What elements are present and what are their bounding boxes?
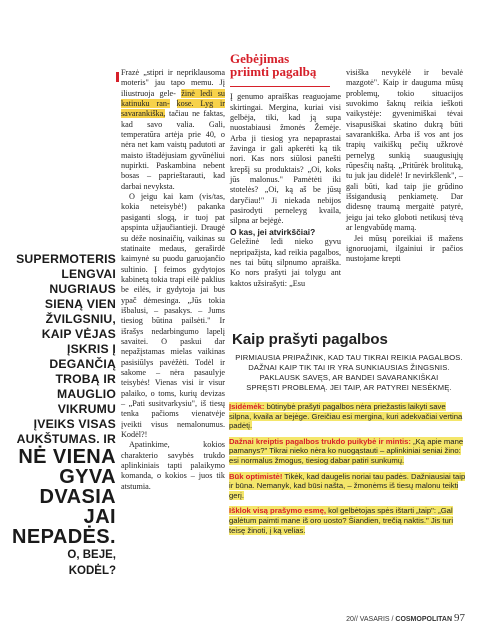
pq-line: KAIP VĖJAS (41, 327, 116, 341)
pq-line: VIKRUMU (57, 402, 116, 416)
sidebar-intro (229, 353, 469, 393)
text: Frazė „stipri ir nepriklausoma moteris" jau tapo memu. Jį iliustruoja gele- (121, 68, 225, 98)
footer-issue: 20// VASARIS / (346, 616, 396, 623)
intro-line: DAŽNAI KAIP TIK TAI IR YRA SUNKIAUSIAS ŽINGSNIS. (248, 363, 450, 372)
red-bracket-mark (116, 72, 119, 82)
paragraph: Jei mūsų poreikiai iš mažens ignoruojami, ilgainiui ir pačios nustojame krepti (346, 233, 463, 264)
paragraph: Geležinė ledi nieko gyvu nepripažįsta, kad reikia pagalbos, nes tai būtų silpnumo apraiška. Ko nors prašyti jai tolygu ant kaktos užsirašyti: „Esu (230, 237, 341, 288)
tip-paragraph (229, 506, 469, 535)
paragraph (121, 68, 225, 192)
paragraph: Į genumo apraiškas reaguojame skirtingai. Mergina, kuriai visi gelbėja, tiki, kad ją supa nuostabiausi žmonės Žemėje. Arba ji tiesiog yra nepaprastai žavinga ir gali apkerėti ką tik nori. Kas nors siūlosi panešti krepšį su produktais? „Oi, koks jūs malonus." Pamėtėti iki stotelės? „Oi, ką aš be jūsų daryčiau!" Ji niekada nebijos pasirodyti perneleyg kvaila, silpna ar bejėgė. (230, 92, 341, 226)
tip-text: kol gelbėtojas spės ištarti „taip": „Gal galėtum paimti mane iš oro uosto? Šiandien, trečią naktis." Jis turi teisę žinoti, į ką velias. (229, 506, 454, 535)
pq-line: LENGVAI (61, 267, 116, 281)
pq-line: SIENĄ VIEN (44, 297, 116, 311)
tip-text: būtinybė prašyti pagalbos nėra priežastis laikyti save silpna, kvaila ar bejėge. Greičiau esi mergina, kuri adekvačiai vertina padėtį. (229, 402, 463, 431)
pq-tail-line: KODĖL? (68, 565, 116, 577)
pq-line: AUKŠTUMAS. IR (16, 432, 116, 446)
tip-text: „Ką apie mane pamanys?" Tikrai nieko nėra ko nuogąstauti – aplinkiniai seniai žino: esi normalus žmogus, tiesiog dabar patiri sunkumų. (229, 436, 464, 465)
pq-line: ĮVEIKS VISAS (33, 417, 116, 431)
pq-line: NUGRIAUS (49, 282, 116, 296)
intro-line: SPRĘSTI PROBLEMĄ. JEI TAIP, AR PATYREI NESĖKMĘ. (246, 383, 452, 392)
tip-text: Tikėk, kad daugelis noriai tau padės. Dažniausiai taip ir būna. Nemanyk, kad būsi našta, – žmonėms iš tiesų malonu teikti gerį. (229, 471, 466, 500)
paragraph: O jeigu kai kam (vis/tas, kokia neteisybė!) pakanka pasiganti slogą, ir tuoj pat apspinta užjaučiantieji. Draugė su dėže nosinaičių, vaikinas su statinaite medaus, geraširdė kaimynė su puodu garuojančio sultinio. Į feimos gydytojos kabinetą tokia trapi eilė paklius be eilės, ir gydytoja jai bus ypač dėmesinga. „Jūs tokia išbalusi, – pasakys. – Jums tiesiog būtina pailsėti." Ir išrašys nedarbingumo lapelį savaitei. O paskui dar nepažįstamas mielas vaikinas pasisiūlys pavėžėti. Todėl ir sakome – nėra pasaulyje teisybės! Vienas visi ir visur palaiko, o toms, kurių devizas – „Pati susitvarkysiu", iš tiesų tenka pačioms vienatvėje įveikti visus nemalonumus. Kodėl?! (121, 192, 225, 440)
pq-tail-line: O, BEJE, (67, 549, 116, 561)
pq-big-line: NEPADĖS. (12, 526, 116, 548)
article-column-3 (346, 68, 463, 265)
section-heading (230, 52, 341, 78)
pq-line: ĮSKRIS Į (66, 342, 116, 356)
highlighted-text: žinė ledi su katinuku ran- (121, 88, 225, 109)
subheading: O kas, jei atvirkščiai? (230, 226, 316, 237)
tip-lead: Dažnai kreiptis pagalbos trukdo puikybė ir mintis: (229, 436, 411, 446)
pq-line: ŽVILGSNIU, (45, 312, 116, 326)
article-column-2 (230, 52, 341, 289)
heading-line: Gebėjimas (230, 51, 290, 66)
pq-line: MAUGLIO (57, 387, 116, 401)
text: tačiau ne faktas, kad savo valia. Gali, temperatūra artėja prie 40, o nėra net kam vaistų padutoti ar maisto ištadėjusiam gyvūnėliui nupirkti. Paskambina nebent bosas – paprieštarauti, kad darbai nevyksta. (121, 109, 225, 191)
page-footer (346, 612, 465, 624)
tip-lead: Įsidėmėk: (229, 402, 265, 411)
tip-lead: Išklok visą prašymo esmę, (229, 506, 327, 516)
page-number: 97 (454, 612, 465, 624)
intro-line: PAKLAUSK SAVĘS, AR BANDEI SAVARANKIŠKAI (259, 373, 439, 382)
pq-big-line: GYVA (59, 466, 116, 488)
pq-line: SUPERMOTERIS (16, 252, 116, 266)
intro-line: PIRMIAUSIA PRIPAŽINK, KAD TAU TIKRAI REIKIA PAGALBOS. (235, 353, 463, 362)
pq-line: TROBĄ IR (55, 372, 116, 386)
highlighted-text: kose. Lyg ir savarankiška, (121, 99, 226, 119)
tip-paragraph (229, 402, 469, 431)
tip-paragraph (229, 437, 469, 466)
paragraph: visiška nevykėlė ir bevalė mazgotė". Kaip ir dauguma mūsų problemų, tokio situacijos suvokimo šaknų reikia ieškoti vaikystėje: gyvenimiškai tėvai visapusiškai skatino dukrą būti savarankiška. Arba iš vos ant jos trapių vaikiškų pečių užkrovė pernelyg sunkią suaugusiųjų rūpesčių naštą. „Pritūrėk brolituką, tu juk jau didelė! Ir nevirkšlenk", – gali būti, kad taip jie grūdino išsigandusią penkiametę. Dar didesnę traumą mergaitė patyrė, jeigu jai teko globoti netikusį tėvą ar lengvabūdę mamą. (346, 68, 463, 233)
pq-line: DEGANČIĄ (49, 357, 116, 371)
pq-big-line: NĖ VIENA (18, 446, 116, 468)
tip-paragraph (229, 472, 469, 501)
footer-brand: COSMOPOLITAN (395, 616, 453, 623)
paragraph: Apatinkime, kokios charakterio savybės trukdo aplinkiniais tapti palaikymo komanda, o kokios – juos tik atstumia. (121, 440, 225, 491)
sidebar-title: Kaip prašyti pagalbos (232, 331, 388, 348)
pull-quote (4, 252, 116, 579)
sidebar-tips (229, 402, 469, 541)
pq-big-line: DVASIA JAI (39, 486, 116, 528)
heading-line: priimti pagalbą (230, 64, 317, 79)
heading-underline (230, 86, 330, 87)
tip-lead: Būk optimistė! (229, 471, 283, 481)
article-column-1 (121, 68, 225, 492)
